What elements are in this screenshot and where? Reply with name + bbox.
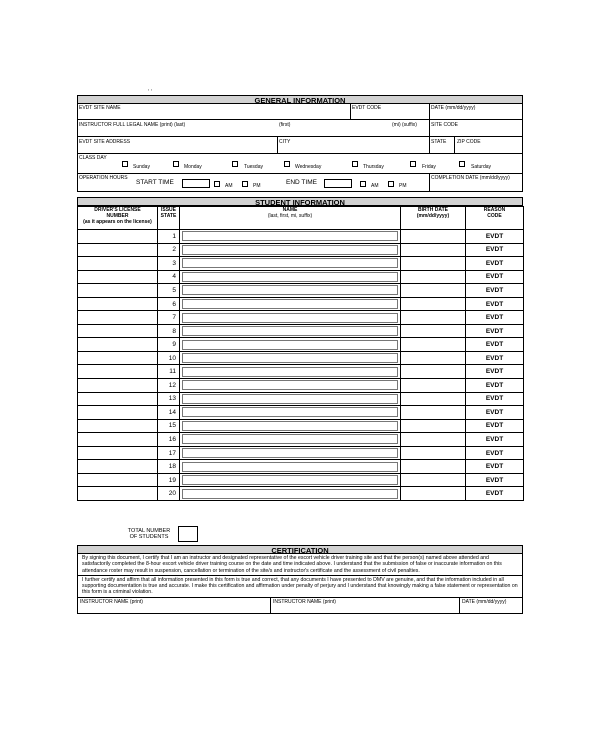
reason-code-cell: EVDT (466, 297, 524, 311)
birth-date-cell[interactable] (401, 487, 466, 501)
birth-date-cell[interactable] (401, 419, 466, 433)
reason-code-cell: EVDT (466, 351, 524, 365)
birth-date-cell[interactable] (401, 446, 466, 460)
table-row (78, 351, 524, 365)
top-note: , , (148, 86, 153, 92)
table-row (78, 419, 524, 433)
student-name-cell[interactable] (180, 270, 401, 284)
birth-date-cell[interactable] (401, 351, 466, 365)
table-row (78, 406, 524, 420)
birth-date-cell[interactable] (401, 379, 466, 393)
student-name-cell[interactable] (180, 406, 401, 420)
student-name-input[interactable] (182, 272, 398, 282)
friday-label: Friday (422, 164, 436, 170)
table-row (78, 243, 524, 257)
reason-code-cell: EVDT (466, 270, 524, 284)
student-name-input[interactable] (182, 462, 398, 472)
license-number-cell[interactable] (78, 392, 158, 406)
wednesday-label: Wednesday (295, 164, 322, 170)
end-am-checkbox[interactable] (360, 181, 366, 187)
site-address-label: EVDT SITE ADDRESS (79, 139, 131, 145)
student-name-input[interactable] (182, 245, 398, 255)
table-row (78, 311, 524, 325)
row-number: 17 (158, 446, 180, 460)
license-number-cell[interactable] (78, 230, 158, 244)
license-number-cell[interactable] (78, 460, 158, 474)
student-name-input[interactable] (182, 475, 398, 485)
birth-date-cell[interactable] (401, 433, 466, 447)
thursday-checkbox[interactable] (352, 161, 358, 167)
table-row (78, 473, 524, 487)
mi-suffix-label: (mi) (suffix) (392, 122, 417, 128)
table-row (78, 270, 524, 284)
student-name-cell[interactable] (180, 297, 401, 311)
end-time-input[interactable] (324, 179, 352, 188)
table-row (78, 446, 524, 460)
student-name-cell[interactable] (180, 365, 401, 379)
student-name-cell[interactable] (180, 230, 401, 244)
student-information-section (77, 197, 523, 540)
student-name-cell[interactable] (180, 351, 401, 365)
license-number-cell[interactable] (78, 365, 158, 379)
license-number-cell[interactable] (78, 487, 158, 501)
license-number-cell[interactable] (78, 473, 158, 487)
student-name-input[interactable] (182, 489, 398, 499)
student-name-input[interactable] (182, 421, 398, 431)
start-am-checkbox[interactable] (214, 181, 220, 187)
reason-code-cell: EVDT (466, 243, 524, 257)
total-students-input[interactable] (178, 526, 198, 542)
birth-date-cell[interactable] (401, 257, 466, 271)
certification-paragraph-1: By signing this document, I certify that I am an instructor and designated representative of the escort vehicle driver training site and that the person(s) named above attended and satisfactorily completed the 8-hour escort vehicle driver training course on the date and time indicated above. I understand that the submission of false or inaccurate information on this attendance roster may result in suspension, cancellation or termination of the site/s and instructor's certificate and the assessment of civil penalties. (82, 555, 502, 574)
birth-date-cell[interactable] (401, 365, 466, 379)
student-name-input[interactable] (182, 434, 398, 444)
start-pm-checkbox[interactable] (242, 181, 248, 187)
state-label: STATE (431, 139, 447, 145)
signature-instructor-name-label: INSTRUCTOR NAME (print) (80, 598, 143, 605)
reason-code-cell: EVDT (466, 392, 524, 406)
student-name-cell[interactable] (180, 446, 401, 460)
student-name-cell[interactable] (180, 324, 401, 338)
signature-row (78, 597, 522, 613)
signature-instructor-signature-label: INSTRUCTOR NAME (print) (273, 598, 336, 605)
birth-date-cell[interactable] (401, 230, 466, 244)
end-pm-label: PM (399, 183, 407, 189)
saturday-label: Saturday (471, 164, 492, 170)
row-number: 6 (158, 297, 180, 311)
zip-label: ZIP CODE (457, 139, 481, 145)
license-number-cell[interactable] (78, 284, 158, 298)
reason-code-cell: EVDT (466, 324, 524, 338)
birth-date-cell[interactable] (401, 297, 466, 311)
certification-section (77, 545, 523, 614)
student-name-cell[interactable] (180, 311, 401, 325)
row-number: 11 (158, 365, 180, 379)
student-name-cell[interactable] (180, 379, 401, 393)
row-number: 14 (158, 406, 180, 420)
student-name-input[interactable] (182, 353, 398, 363)
reason-code-cell: EVDT (466, 433, 524, 447)
license-number-cell[interactable] (78, 338, 158, 352)
table-row (78, 392, 524, 406)
table-row (78, 324, 524, 338)
reason-code-cell: EVDT (466, 460, 524, 474)
table-row (78, 338, 524, 352)
first-label: (first) (279, 122, 291, 128)
operation-hours-label: OPERATION HOURS (79, 175, 128, 181)
end-pm-checkbox[interactable] (388, 181, 394, 187)
student-name-cell[interactable] (180, 243, 401, 257)
birth-date-cell[interactable] (401, 460, 466, 474)
row-number: 9 (158, 338, 180, 352)
row-number: 4 (158, 270, 180, 284)
row-number: 7 (158, 311, 180, 325)
table-row (78, 379, 524, 393)
student-name-input[interactable] (182, 380, 398, 390)
birth-date-cell[interactable] (401, 392, 466, 406)
table-row (78, 284, 524, 298)
row-number: 20 (158, 487, 180, 501)
row-number: 8 (158, 324, 180, 338)
student-name-input[interactable] (182, 407, 398, 417)
row-number: 3 (158, 257, 180, 271)
student-name-input[interactable] (182, 313, 398, 323)
license-number-cell[interactable] (78, 311, 158, 325)
birth-date-cell[interactable] (401, 311, 466, 325)
student-name-cell[interactable] (180, 487, 401, 501)
start-time-input[interactable] (182, 179, 210, 188)
friday-checkbox[interactable] (410, 161, 416, 167)
issue-state-column-header: ISSUE STATE (158, 207, 180, 230)
table-row (78, 365, 524, 379)
birth-date-cell[interactable] (401, 473, 466, 487)
table-row (78, 257, 524, 271)
reason-code-cell: EVDT (466, 257, 524, 271)
license-number-cell[interactable] (78, 446, 158, 460)
student-name-cell[interactable] (180, 460, 401, 474)
license-number-cell[interactable] (78, 379, 158, 393)
signature-date-label: DATE (mm/dd/yyyy) (462, 598, 507, 605)
license-number-cell[interactable] (78, 433, 158, 447)
student-name-input[interactable] (182, 448, 398, 458)
certification-paragraph-2: I further certify and affirm that all information presented in this form is true and correct, that any documents I have presented to DMV are genuine, and that the information included in all supporting documentation is true and accurate. I make this certification and affirmation under penalty of perjury and I understand that knowingly making a false statement or representation on this form is a criminal violation. (78, 575, 522, 597)
student-name-input[interactable] (182, 258, 398, 268)
student-name-input[interactable] (182, 231, 398, 241)
row-number: 1 (158, 230, 180, 244)
reason-code-cell: EVDT (466, 338, 524, 352)
total-students-label: TOTAL NUMBER OF STUDENTS (127, 528, 171, 540)
city-label: CITY (279, 139, 291, 145)
completion-date-label: COMPLETION DATE (mm/dd/yyyy) (431, 175, 510, 181)
student-information-title: STUDENT INFORMATION (77, 197, 523, 206)
reason-code-cell: EVDT (466, 230, 524, 244)
evdt-code-label: EVDT CODE (352, 105, 382, 111)
student-name-cell[interactable] (180, 419, 401, 433)
wednesday-checkbox[interactable] (284, 161, 290, 167)
birth-date-cell[interactable] (401, 324, 466, 338)
reason-code-cell: EVDT (466, 311, 524, 325)
row-number: 10 (158, 351, 180, 365)
row-number: 15 (158, 419, 180, 433)
general-information-section (77, 95, 523, 192)
date-label: DATE (mm/dd/yyyy) (431, 105, 476, 111)
end-am-label: AM (371, 183, 379, 189)
student-rows (78, 230, 524, 501)
thursday-label: Thursday (363, 164, 384, 170)
license-number-cell[interactable] (78, 243, 158, 257)
birth-date-cell[interactable] (401, 406, 466, 420)
row-number: 5 (158, 284, 180, 298)
license-number-cell[interactable] (78, 324, 158, 338)
start-pm-label: PM (253, 183, 261, 189)
table-row (78, 433, 524, 447)
name-column-header: NAME (last, first, mi, suffix) (180, 207, 401, 230)
class-day-label: CLASS DAY (79, 155, 107, 161)
reason-code-cell: EVDT (466, 406, 524, 420)
start-am-label: AM (225, 183, 233, 189)
general-information-title: GENERAL INFORMATION (77, 95, 523, 104)
reason-code-cell: EVDT (466, 446, 524, 460)
row-number: 12 (158, 379, 180, 393)
certification-title: CERTIFICATION (77, 545, 523, 554)
license-number-cell[interactable] (78, 419, 158, 433)
license-column-header: DRIVER'S LICENSE NUMBER (as it appears on the license) (78, 207, 158, 230)
monday-label: Monday (184, 164, 202, 170)
student-name-cell[interactable] (180, 284, 401, 298)
end-time-label: END TIME (286, 179, 317, 186)
birth-date-cell[interactable] (401, 338, 466, 352)
student-name-cell[interactable] (180, 338, 401, 352)
student-name-cell[interactable] (180, 473, 401, 487)
license-number-cell[interactable] (78, 257, 158, 271)
table-row (78, 460, 524, 474)
monday-checkbox[interactable] (173, 161, 179, 167)
row-number: 13 (158, 392, 180, 406)
tuesday-label: Tuesday (244, 164, 263, 170)
reason-code-cell: EVDT (466, 365, 524, 379)
student-name-input[interactable] (182, 394, 398, 404)
license-number-cell[interactable] (78, 406, 158, 420)
student-name-input[interactable] (182, 285, 398, 295)
student-name-cell[interactable] (180, 392, 401, 406)
license-number-cell[interactable] (78, 351, 158, 365)
student-name-input[interactable] (182, 340, 398, 350)
sunday-checkbox[interactable] (122, 161, 128, 167)
birth-date-cell[interactable] (401, 284, 466, 298)
site-code-label: SITE CODE (431, 122, 458, 128)
license-number-cell[interactable] (78, 270, 158, 284)
student-name-cell[interactable] (180, 257, 401, 271)
row-number: 19 (158, 473, 180, 487)
reason-code-column-header: REASON CODE (466, 207, 524, 230)
sunday-label: Sunday (133, 164, 150, 170)
table-row (78, 487, 524, 501)
student-name-cell[interactable] (180, 433, 401, 447)
license-number-cell[interactable] (78, 297, 158, 311)
reason-code-cell: EVDT (466, 487, 524, 501)
student-name-input[interactable] (182, 299, 398, 309)
reason-code-cell: EVDT (466, 419, 524, 433)
start-time-label: START TIME (136, 179, 174, 186)
reason-code-cell: EVDT (466, 284, 524, 298)
row-number: 16 (158, 433, 180, 447)
row-number: 2 (158, 243, 180, 257)
row-number: 18 (158, 460, 180, 474)
student-table (77, 206, 524, 501)
birth-date-cell[interactable] (401, 270, 466, 284)
instructor-name-label: INSTRUCTOR FULL LEGAL NAME (print) (last) (79, 122, 186, 128)
table-row (78, 230, 524, 244)
table-row (78, 297, 524, 311)
reason-code-cell: EVDT (466, 379, 524, 393)
evdt-site-name-label: EVDT SITE NAME (79, 105, 121, 111)
tuesday-checkbox[interactable] (232, 161, 238, 167)
birth-date-column-header: BIRTH DATE (mm/dd/yyyy) (401, 207, 466, 230)
birth-date-cell[interactable] (401, 243, 466, 257)
reason-code-cell: EVDT (466, 473, 524, 487)
student-name-input[interactable] (182, 367, 398, 377)
student-name-input[interactable] (182, 326, 398, 336)
saturday-checkbox[interactable] (459, 161, 465, 167)
